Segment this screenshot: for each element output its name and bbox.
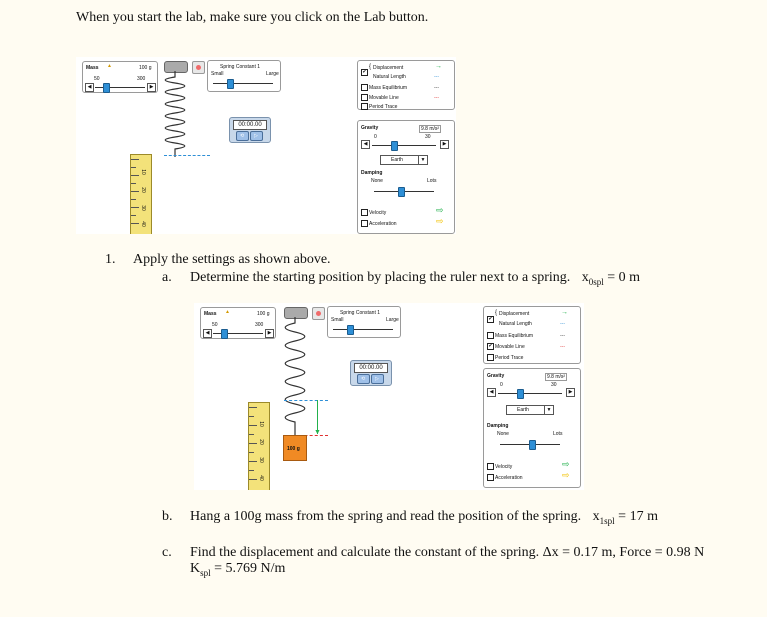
planet-select[interactable] — [380, 155, 428, 165]
acceleration-arrow-icon: ⇨ — [436, 216, 444, 226]
mass-equilibrium-label: Mass Equilibrium — [495, 333, 534, 339]
damping-none-label: None — [371, 178, 383, 184]
planet-select-value: Earth — [517, 407, 529, 413]
ruler[interactable] — [130, 154, 152, 234]
rewind-icon: ⟲ — [361, 377, 366, 382]
gravity-decrease-button[interactable]: ◀ — [361, 140, 370, 149]
environment-panel — [357, 120, 455, 234]
hanging-mass-label: 100 g — [287, 446, 300, 452]
displacement-checkbox[interactable]: ✔ — [362, 70, 367, 75]
gravity-slider-thumb[interactable] — [391, 141, 398, 151]
gravity-value: 9.8 m/s² — [547, 374, 566, 380]
mass-control — [82, 61, 158, 93]
mass-decrease-button[interactable]: ◀ — [203, 329, 212, 338]
stopwatch-display: 00:00.00 — [354, 363, 388, 373]
answer-subscript: 0spl — [588, 276, 604, 287]
mass-equilibrium-checkbox[interactable] — [487, 332, 494, 339]
gravity-label: Gravity — [361, 125, 379, 131]
intro-text: When you start the lab, make sure you click on the Lab button. — [76, 10, 429, 25]
stopwatch-play-button[interactable] — [371, 374, 384, 384]
gravity-min: 0 — [374, 134, 377, 140]
mass-slider-thumb[interactable] — [103, 83, 110, 93]
acceleration-checkbox[interactable] — [487, 474, 494, 481]
velocity-checkbox[interactable] — [487, 463, 494, 470]
mass-equilibrium-label: Mass Equilibrium — [369, 85, 408, 91]
gravity-slider[interactable] — [498, 393, 562, 394]
brace-icon: { — [495, 310, 498, 316]
period-trace-checkbox[interactable] — [487, 354, 494, 361]
ruler-tick — [131, 199, 136, 200]
stopwatch-play-button[interactable] — [250, 131, 263, 141]
displacement-arrow-icon: → — [435, 63, 442, 70]
step-c-spring-constant — [190, 561, 285, 581]
ruler-tick — [131, 175, 139, 176]
velocity-arrow-icon: ⇨ — [562, 459, 570, 469]
ruler-label: 30 — [139, 205, 146, 211]
step-b-line — [190, 509, 658, 529]
spring-constant-slider[interactable] — [333, 329, 393, 330]
step-1-number: 1. — [105, 252, 116, 267]
answer-value: = 5.769 N/m — [210, 561, 286, 576]
natural-length-label: Natural Length — [373, 74, 406, 80]
gravity-value: 9.8 m/s² — [421, 126, 440, 132]
simulation-panel-1 — [76, 57, 456, 234]
natural-length-line — [284, 400, 328, 401]
mass-min: 50 — [94, 76, 100, 82]
movable-line-checkbox[interactable]: ✔ — [488, 344, 493, 349]
movable-line-dash-icon: --- — [434, 95, 439, 101]
equilibrium-dash-icon: --- — [434, 85, 439, 91]
acceleration-arrow-icon: ⇨ — [562, 470, 570, 480]
spring-small-label: Small — [211, 71, 224, 77]
reset-button[interactable] — [312, 307, 325, 320]
velocity-checkbox[interactable] — [361, 209, 368, 216]
simulation-panel-2 — [194, 303, 584, 490]
movable-line-dash-icon: --- — [560, 344, 565, 350]
ruler-tick — [131, 223, 139, 224]
step-b-text: Hang a 100g mass from the spring and read the position of the spring. — [190, 509, 582, 524]
damping-label: Damping — [361, 170, 383, 176]
mass-increase-button[interactable]: ▶ — [265, 329, 274, 338]
damping-none-label: None — [497, 431, 509, 437]
environment-panel — [483, 368, 581, 488]
ruler-tick — [249, 470, 254, 471]
equilibrium-dash-icon: --- — [560, 333, 565, 339]
natural-length-dash-icon: --- — [560, 321, 565, 327]
answer-variable: x — [581, 270, 589, 285]
spring-constant-slider[interactable] — [213, 83, 273, 84]
mass-control — [200, 307, 276, 339]
ruler-tick — [249, 425, 257, 426]
period-trace-label: Period Trace — [369, 104, 398, 110]
answer-variable: x — [592, 509, 600, 524]
acceleration-label: Acceleration — [369, 221, 397, 227]
mass-min: 50 — [212, 322, 218, 328]
answer-variable: K — [190, 561, 201, 576]
stopwatch[interactable] — [229, 117, 271, 143]
gravity-min: 0 — [500, 382, 503, 388]
ruler-tick — [131, 191, 139, 192]
displacement-arrow-icon: → — [561, 309, 568, 316]
stopwatch-reset-button[interactable] — [357, 374, 370, 384]
ruler-label: 10 — [257, 421, 264, 427]
spring-icon — [280, 317, 310, 435]
chevron-down-icon: ▼ — [418, 156, 427, 164]
ruler-tick — [131, 159, 139, 160]
answer-subscript: 1spl — [599, 515, 615, 526]
displacement-checkbox[interactable]: ✔ — [488, 317, 493, 322]
ruler-tick — [131, 207, 139, 208]
reset-icon — [196, 65, 201, 70]
planet-select-value: Earth — [391, 157, 403, 163]
ruler-label: 40 — [257, 475, 264, 481]
step-c-letter: c. — [162, 545, 172, 560]
mass-weight-icon: ▲ — [225, 309, 230, 315]
mass-increase-button[interactable]: ▶ — [147, 83, 156, 92]
ruler-label: 20 — [257, 439, 264, 445]
ruler-tick — [249, 416, 254, 417]
mass-equilibrium-checkbox[interactable] — [361, 84, 368, 91]
mass-max: 300 — [137, 76, 146, 82]
damping-label: Damping — [487, 423, 509, 429]
period-trace-checkbox[interactable] — [361, 103, 368, 110]
ruler[interactable] — [248, 402, 270, 490]
gravity-decrease-button[interactable]: ◀ — [487, 388, 496, 397]
mass-decrease-button[interactable]: ◀ — [85, 83, 94, 92]
spring-icon — [160, 71, 190, 157]
ruler-tick — [131, 215, 136, 216]
display-options-panel — [357, 60, 455, 110]
movable-line-label: Movable Line — [369, 95, 399, 101]
gravity-label: Gravity — [487, 373, 505, 379]
velocity-label: Velocity — [495, 464, 513, 470]
ruler-tick — [249, 434, 254, 435]
ruler-label: 40 — [139, 221, 146, 227]
gravity-slider-thumb[interactable] — [517, 389, 524, 399]
spring-constant-slider-thumb[interactable] — [227, 79, 234, 89]
acceleration-checkbox[interactable] — [361, 220, 368, 227]
damping-slider-thumb[interactable] — [398, 187, 405, 197]
spring-constant-label: Spring Constant 1 — [220, 64, 261, 70]
step-1-text: Apply the settings as shown above. — [133, 252, 331, 267]
mass-max: 300 — [255, 322, 264, 328]
answer-subscript: spl — [200, 567, 211, 578]
movable-line-checkbox[interactable] — [361, 94, 368, 101]
step-b-letter: b. — [162, 509, 173, 524]
answer-value: = 0 m — [603, 270, 641, 285]
ruler-label: 10 — [139, 169, 146, 175]
ruler-label: 20 — [139, 187, 146, 193]
display-options-panel — [483, 306, 581, 364]
velocity-arrow-icon: ⇨ — [436, 205, 444, 215]
spring-constant-control — [207, 60, 281, 92]
gravity-increase-button[interactable]: ▶ — [440, 140, 449, 149]
stopwatch[interactable] — [350, 360, 392, 386]
spring-constant-slider-thumb[interactable] — [347, 325, 354, 335]
step-a-answer — [582, 270, 640, 285]
answer-value: = 17 m — [614, 509, 658, 524]
ruler-tick — [249, 461, 257, 462]
stopwatch-reset-button[interactable] — [236, 131, 249, 141]
displacement-arrow-head-icon: ▼ — [314, 429, 321, 436]
damping-lots-label: Lots — [553, 431, 563, 437]
mass-value: 100 g — [257, 311, 270, 317]
gravity-increase-button[interactable]: ▶ — [566, 388, 575, 397]
movable-line-label: Movable Line — [495, 344, 525, 350]
velocity-label: Velocity — [369, 210, 387, 216]
step-b-answer — [593, 509, 658, 524]
gravity-max: 30 — [425, 134, 431, 140]
natural-length-dash-icon: --- — [434, 74, 439, 80]
spring-large-label: Large — [266, 71, 279, 77]
gravity-max: 30 — [551, 382, 557, 388]
ruler-tick — [249, 443, 257, 444]
step-a-line — [190, 270, 640, 290]
mass-label: Mass — [204, 311, 217, 317]
spring-constant-label: Spring Constant 1 — [340, 310, 381, 316]
stopwatch-display: 00:00.00 — [233, 120, 267, 130]
mass-weight-icon: ▲ — [107, 63, 112, 69]
reset-button[interactable] — [192, 61, 205, 74]
mass-label: Mass — [86, 65, 99, 71]
spring-large-label: Large — [386, 317, 399, 323]
ruler-tick — [131, 167, 136, 168]
rewind-icon: ⟲ — [240, 134, 245, 139]
acceleration-label: Acceleration — [495, 475, 523, 481]
natural-length-label: Natural Length — [499, 321, 532, 327]
step-a-text: Determine the starting position by placing the ruler next to a spring. — [190, 270, 571, 285]
damping-slider-thumb[interactable] — [529, 440, 536, 450]
ruler-tick — [249, 407, 257, 408]
spring-constant-control — [327, 306, 401, 338]
ruler-label: 30 — [257, 457, 264, 463]
step-a-letter: a. — [162, 270, 172, 285]
planet-select[interactable] — [506, 405, 554, 415]
displacement-label: Displacement — [499, 311, 530, 317]
play-icon: ▷ — [254, 134, 258, 139]
period-trace-label: Period Trace — [495, 355, 524, 361]
chevron-down-icon: ▼ — [544, 406, 553, 414]
displacement-label: Displacement — [373, 65, 404, 71]
mass-value: 100 g — [139, 65, 152, 71]
ruler-tick — [131, 183, 136, 184]
natural-length-line — [164, 155, 210, 156]
ruler-tick — [249, 452, 254, 453]
reset-icon — [316, 311, 321, 316]
ruler-tick — [249, 479, 257, 480]
damping-lots-label: Lots — [427, 178, 437, 184]
play-icon: ▷ — [375, 377, 379, 382]
hanging-mass[interactable] — [283, 435, 307, 461]
mass-slider-thumb[interactable] — [221, 329, 228, 339]
brace-icon: { — [369, 64, 372, 70]
spring-small-label: Small — [331, 317, 344, 323]
gravity-slider[interactable] — [372, 145, 436, 146]
step-c-text: Find the displacement and calculate the constant of the spring. Δx = 0.17 m, Force = 0.98 N — [190, 545, 705, 560]
